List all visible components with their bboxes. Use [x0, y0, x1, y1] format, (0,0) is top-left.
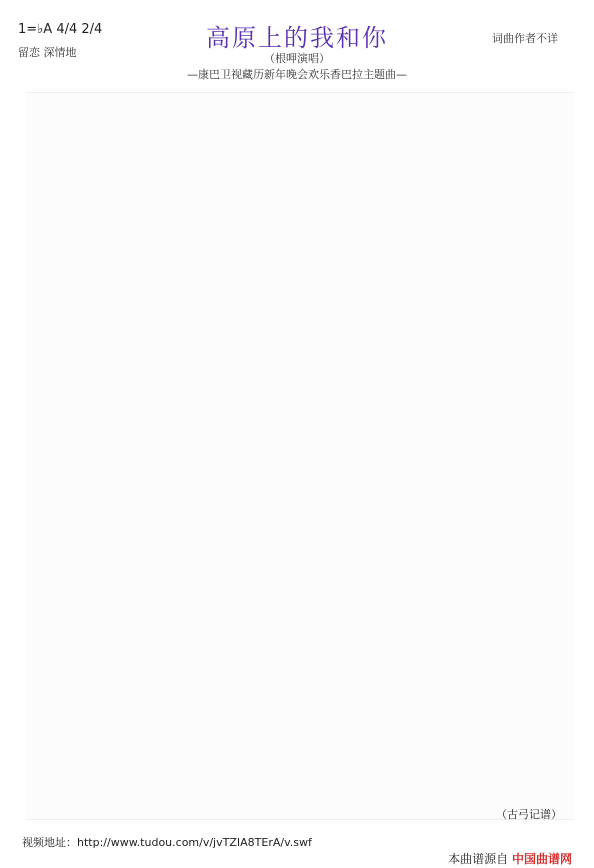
source-brand[interactable]: 中国曲谱网: [511, 852, 572, 866]
composer-credit: 词曲作者不详: [492, 32, 558, 45]
score-credit: （古弓记谱）: [496, 808, 562, 821]
notation-body: [26, 92, 574, 820]
program-note: —康巴卫视藏历新年晚会欢乐香巴拉主题曲—: [187, 68, 407, 81]
source-note: [448, 850, 572, 867]
key-time-signature: 1=♭A 4/4 2/4: [18, 22, 103, 37]
source-prefix: 本曲谱源自: [448, 852, 509, 866]
video-link[interactable]: 视频地址：http://www.tudou.com/v/jvTZIA8TErA/v.swf: [22, 836, 312, 849]
score-subtitle: （根呷演唱）: [264, 52, 330, 65]
score-title: 高原上的我和你: [206, 24, 388, 52]
tempo-mood: 留恋 深情地: [18, 46, 77, 59]
